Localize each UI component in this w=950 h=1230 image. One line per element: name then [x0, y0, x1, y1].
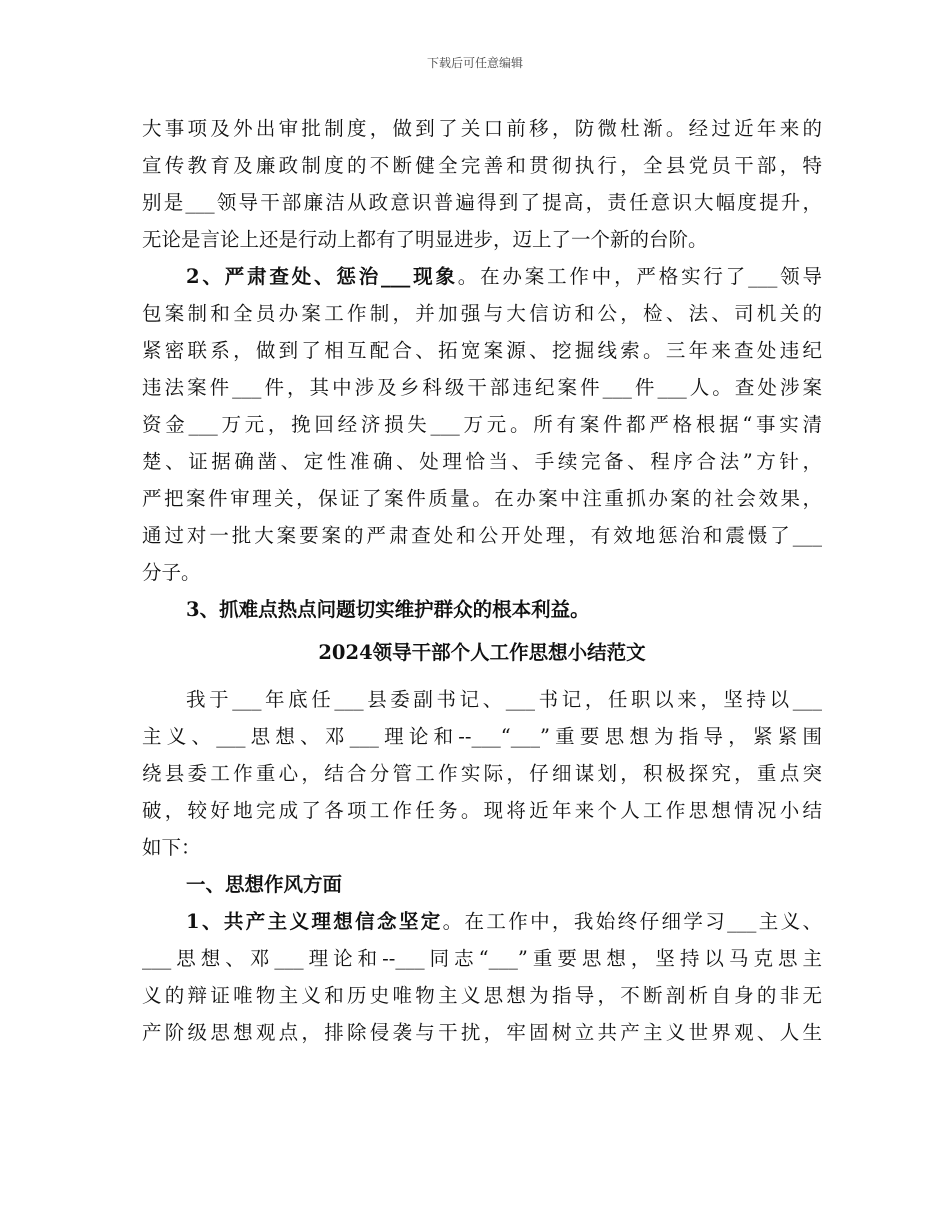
paragraph-line: 大事项及外出审批制度，做到了关口前移，防微杜渐。经过近年来的 [142, 117, 822, 140]
item-3-heading: 3、抓难点热点问题切实维护群众的根本利益。 [186, 598, 590, 621]
paragraph-line: 严把案件审理关，保证了案件质量。在办案中注重抓办案的社会效果， [142, 487, 822, 510]
paragraph-line: 包案制和全员办案工作制，并加强与大信访和公，检、法、司机关的 [142, 302, 822, 325]
paragraph-line: 违法案件___件，其中涉及乡科级干部违纪案件___件___人。查处涉案 [142, 376, 822, 399]
paragraph-line: 主义、___思想、邓___理论和--___“___”重要思想为指导，紧紧围 [142, 725, 822, 748]
paragraph-line: ___思想、邓___理论和--___同志“___”重要思想，坚持以马克思主 [142, 947, 822, 970]
paragraph-line: 分子。 [142, 561, 201, 584]
paragraph-line: 资金___万元，挽回经济损失___万元。所有案件都严格根据“事实清 [142, 413, 822, 436]
item-1-heading: 1、共产主义理想信念坚定 [186, 910, 443, 933]
paragraph-line: 别是___领导干部廉洁从政意识普遍得到了提高，责任意识大幅度提升， [142, 191, 822, 214]
paragraph-line: 产阶级思想观点，排除侵袭与干扰，牢固树立共产主义世界观、人生 [142, 1021, 822, 1044]
section-heading: 一、思想作风方面 [186, 873, 343, 896]
item-2-text: 。在办案工作中，严格实行了___领导 [457, 265, 822, 288]
paragraph-line: 义的辩证唯物主义和历史唯物主义思想为指导，不断剖析自身的非无 [142, 984, 822, 1007]
header-note: 下载后可任意编辑 [426, 56, 523, 70]
paragraph-line: 紧密联系，做到了相互配合、拓宽案源、挖掘线索。三年来查处违纪 [142, 339, 822, 362]
item-1-first-line [142, 903, 822, 940]
paragraph-line: 破，较好地完成了各项工作任务。现将近年来个人工作思想情况小结 [142, 799, 822, 822]
item-2-first-line [142, 258, 822, 295]
paragraph-line: 无论是言论上还是行动上都有了明显进步，迈上了一个新的台阶。 [142, 228, 708, 251]
paragraph-line: 绕县委工作重心，结合分管工作实际，仔细谋划，积极探究，重点突 [142, 762, 822, 785]
paragraph-line: 通过对一批大案要案的严肃查处和公开处理，有效地惩治和震慑了___ [142, 524, 822, 547]
paragraph-line: 如下： [142, 836, 201, 859]
document-body [142, 110, 822, 1051]
paragraph-line: 宣传教育及廉政制度的不断健全完善和贯彻执行，全县党员干部，特 [142, 154, 822, 177]
document-title: 2024领导干部个人工作思想小结范文 [318, 641, 646, 664]
item-2-heading: 2、严肃查处、惩治___现象 [186, 265, 458, 288]
paragraph-line: 我于___年底任___县委副书记、___书记，任职以来，坚持以___ [186, 688, 822, 711]
item-1-text: 。在工作中，我始终仔细学习___主义、 [442, 910, 822, 933]
paragraph-line: 楚、证据确凿、定性准确、处理恰当、手续完备、程序合法”方针， [142, 450, 822, 473]
